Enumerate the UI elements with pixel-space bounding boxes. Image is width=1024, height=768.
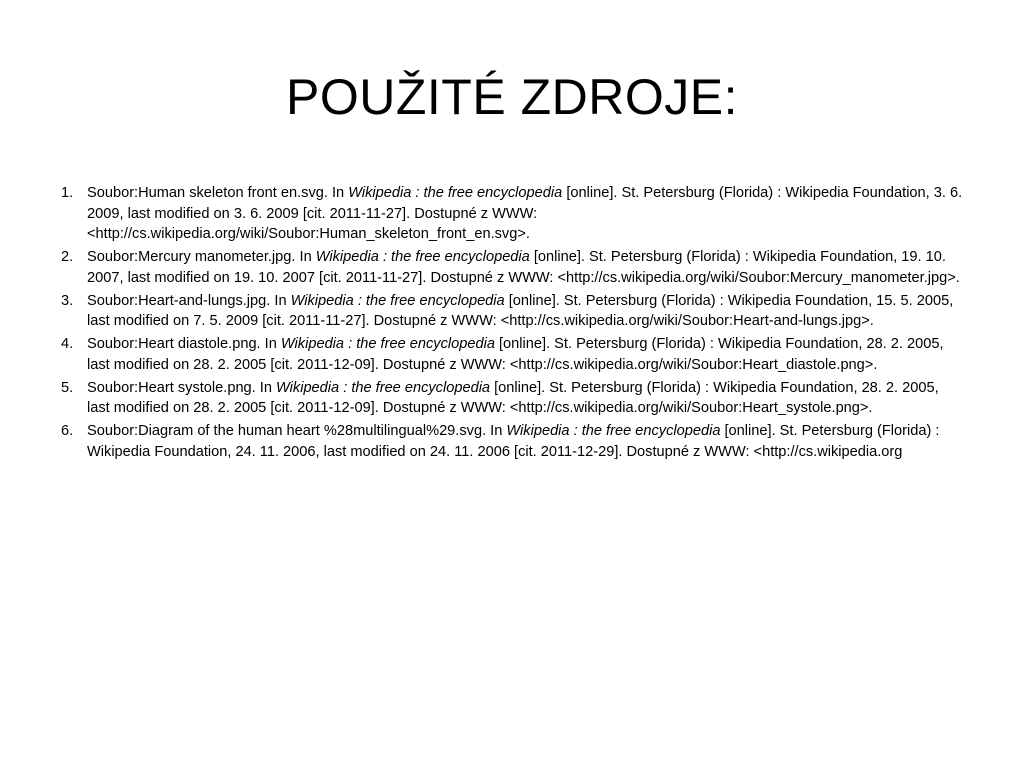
reference-source: Wikipedia : the free encyclopedia — [290, 292, 505, 309]
reference-number: 4. — [61, 336, 74, 352]
reference-item — [50, 334, 965, 375]
reference-item — [50, 378, 965, 419]
reference-details: [online]. St. Petersburg (Florida) : Wikipedia Foundation, 3. 6. 2009, last modified on 3. 6. 2009 [cit. 2011-11-27]. Dostupné z WWW: <http://cs.wikipedia.org/wiki/Soubor:Human_skeleton_front_en.svg>. — [87, 185, 963, 242]
reference-source: Wikipedia : the free encyclopedia — [506, 423, 721, 439]
reference-details: [online]. St. Petersburg (Florida) : Wikipedia Foundation, 28. 2. 2005, last modified on 28. 2. 2005 [cit. 2011-12-09]. Dostupné z WWW: <http://cs.wikipedia.org/wiki/Soubor:Heart_diastole.png>. — [87, 336, 944, 373]
reference-number: 5. — [61, 379, 74, 396]
reference-source: Wikipedia : the free encyclopedia — [315, 249, 530, 265]
reference-title: Soubor:Human skeleton front en.svg. In — [87, 185, 349, 201]
reference-title: Soubor:Heart systole.png. In — [87, 379, 277, 396]
reference-title: Soubor:Mercury manometer.jpg. In — [87, 249, 316, 265]
reference-number: 1. — [61, 185, 74, 201]
page-title: POUŽITÉ ZDROJE: — [286, 69, 738, 125]
reference-title: Soubor:Diagram of the human heart %28multilingual%29.svg. In — [87, 423, 507, 439]
reference-source: Wikipedia : the free encyclopedia — [280, 336, 495, 352]
reference-item — [50, 421, 965, 462]
reference-number: 6. — [61, 423, 74, 439]
reference-number: 3. — [61, 292, 74, 309]
reference-title: Soubor:Heart-and-lungs.jpg. In — [87, 292, 291, 309]
reference-number: 2. — [61, 249, 74, 265]
reference-title: Soubor:Heart diastole.png. In — [87, 336, 281, 352]
reference-source: Wikipedia : the free encyclopedia — [276, 379, 491, 396]
reference-item — [50, 183, 965, 245]
reference-item — [50, 247, 965, 288]
reference-list — [50, 183, 965, 465]
reference-details: [online]. St. Petersburg (Florida) : Wikipedia Foundation, 24. 11. 2006, last modified on 24. 11. 2006 [cit. 2011-12-29]. Dostupné z WWW: <http://cs.wikipedia.org — [87, 423, 940, 460]
reference-details: [online]. St. Petersburg (Florida) : Wikipedia Foundation, 15. 5. 2005, last modified on 7. 5. 2009 [cit. 2011-11-27]. Dostupné z WWW: <http://cs.wikipedia.org/wiki/Soubor:Heart-and-lungs.jpg>. — [87, 292, 954, 329]
reference-details: [online]. St. Petersburg (Florida) : Wikipedia Foundation, 28. 2. 2005, last modified on 28. 2. 2005 [cit. 2011-12-09]. Dostupné z WWW: <http://cs.wikipedia.org/wiki/Soubor:Heart_systole.png>. — [87, 379, 939, 416]
reference-details: [online]. St. Petersburg (Florida) : Wikipedia Foundation, 19. 10. 2007, last modified on 19. 10. 2007 [cit. 2011-11-27]. Dostupné z WWW: <http://cs.wikipedia.org/wiki/Soubor:Mercury_manometer.jpg>. — [87, 249, 960, 286]
reference-source: Wikipedia : the free encyclopedia — [348, 185, 563, 201]
reference-item — [50, 291, 965, 332]
